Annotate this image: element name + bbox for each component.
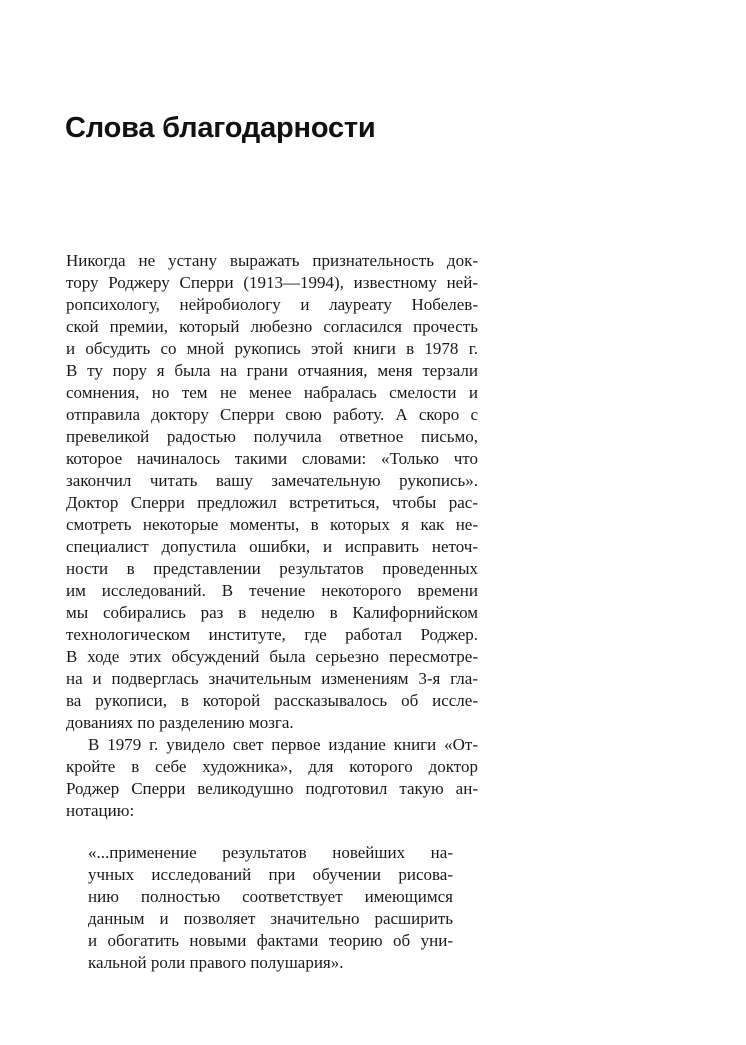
text-line: которое начиналось такими словами: «Только что	[66, 449, 478, 468]
text-line: ва рукописи, в которой рассказывалось об иссле-	[66, 691, 478, 710]
text-line: отправила доктору Сперри свою работу. А скоро с	[66, 405, 478, 424]
text-line: кройте в себе художника», для которого доктор	[66, 757, 478, 776]
page-title: Слова благодарности	[65, 112, 376, 144]
body-text	[66, 250, 478, 974]
text-line: ропсихологу, нейробиологу и лауреату Нобелев-	[66, 295, 478, 314]
text-line: превеликой радостью получила ответное письмо,	[66, 427, 478, 446]
text-line: мы собирались раз в неделю в Калифорнийском	[66, 603, 478, 622]
text-line: В ту пору я была на грани отчаяния, меня терзали	[66, 361, 478, 380]
text-line: тору Роджеру Сперри (1913—1994), известному ней-	[66, 273, 478, 292]
text-line: и обсудить со мной рукопись этой книги в 1978 г.	[66, 339, 478, 358]
text-line: Роджер Сперри великодушно подготовил такую ан-	[66, 779, 478, 798]
paragraph-1	[66, 250, 478, 734]
text-line: смотреть некоторые моменты, в которых я как не-	[66, 515, 478, 534]
text-line: на и подверглась значительным изменениям 3-я гла-	[66, 669, 478, 688]
text-line: сомнения, но тем не менее набралась смелости и	[66, 383, 478, 402]
text-line: ской премии, который любезно согласился прочесть	[66, 317, 478, 336]
text-line: дованиях по разделению мозга.	[66, 713, 294, 732]
text-line: В 1979 г. увидело свет первое издание книги «От-	[88, 735, 478, 754]
quote-line: данным и позволяет значительно расширить	[88, 909, 453, 928]
quote-line: нию полностью соответствует имеющимся	[88, 887, 453, 906]
text-line: им исследований. В течение некоторого времени	[66, 581, 478, 600]
text-line: технологическом институте, где работал Роджер.	[66, 625, 478, 644]
text-line: Никогда не устану выражать признательность док-	[66, 251, 478, 270]
text-line: специалист допустила ошибки, и исправить неточ-	[66, 537, 478, 556]
paragraph-2	[66, 734, 478, 822]
text-line: ности в представлении результатов проведенных	[66, 559, 478, 578]
quote-line: и обогатить новыми фактами теорию об уни-	[88, 931, 453, 950]
text-line: нотацию:	[66, 801, 135, 820]
quote-line: «...применение результатов новейших на-	[88, 843, 453, 862]
block-quote	[88, 842, 453, 974]
quote-line: учных исследований при обучении рисова-	[88, 865, 453, 884]
text-line: Доктор Сперри предложил встретиться, чтобы рас-	[66, 493, 478, 512]
text-line: В ходе этих обсуждений была серьезно пересмотре-	[66, 647, 478, 666]
text-line: закончил читать вашу замечательную рукопись».	[66, 471, 478, 490]
quote-line: кальной роли правого полушария».	[88, 953, 344, 972]
